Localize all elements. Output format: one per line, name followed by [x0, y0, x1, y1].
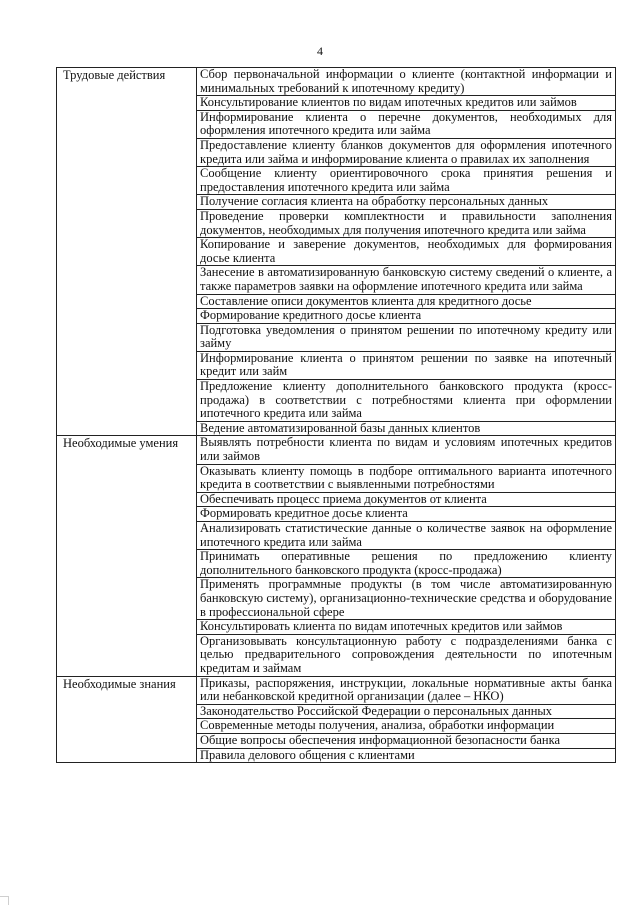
section-title: Необходимые знания — [57, 676, 197, 763]
section-item: Копирование и заверение документов, необходимых для формирования досье клиента — [197, 238, 616, 266]
section-item: Составление описи документов клиента для кредитного досье — [197, 294, 616, 309]
section-item: Информирование клиента о принятом решении по заявке на ипотечный кредит или займ — [197, 351, 616, 379]
section-title: Необходимые умения — [57, 436, 197, 676]
section-item: Организовывать консультационную работу с подразделениями банка с целью предварительного сопровождения деятельности по ипотечным кредитам и займам — [197, 634, 616, 676]
scan-corner-mark — [0, 896, 9, 905]
section-item: Подготовка уведомления о принятом решении по ипотечному кредиту или займу — [197, 323, 616, 351]
section-item: Оказывать клиенту помощь в подборе оптимального варианта ипотечного кредита в соответствии с выявленными потребностями — [197, 464, 616, 492]
section-item: Анализировать статистические данные о количестве заявок на оформление ипотечного кредита или займа — [197, 522, 616, 550]
section-item: Применять программные продукты (в том числе автоматизированную банковскую систему), организационно-технические средства и оборудование в профессиональной сфере — [197, 578, 616, 620]
section-item: Получение согласия клиента на обработку персональных данных — [197, 195, 616, 210]
section-item: Консультировать клиента по видам ипотечных кредитов или займов — [197, 620, 616, 635]
section-item: Обеспечивать процесс приема документов от клиента — [197, 492, 616, 507]
section-item: Ведение автоматизированной базы данных клиентов — [197, 421, 616, 436]
section-item: Консультирование клиентов по видам ипотечных кредитов или займов — [197, 96, 616, 111]
page-number: 4 — [317, 44, 323, 58]
section-item: Формирование кредитного досье клиента — [197, 309, 616, 324]
section-item: Выявлять потребности клиента по видам и условиям ипотечных кредитов или займов — [197, 436, 616, 464]
section-item: Формировать кредитное досье клиента — [197, 507, 616, 522]
section-item: Общие вопросы обеспечения информационной безопасности банка — [197, 733, 616, 748]
table-row — [57, 436, 616, 464]
section-item: Сбор первоначальной информации о клиенте (контактной информации и минимальных требований к ипотечному кредиту) — [197, 68, 616, 96]
table-body — [57, 68, 616, 763]
section-item: Правила делового общения с клиентами — [197, 748, 616, 763]
section-item: Предоставление клиенту бланков документов для оформления ипотечного кредита или займа и информирование клиента о правилах их заполнения — [197, 138, 616, 166]
section-item: Законодательство Российской Федерации о персональных данных — [197, 704, 616, 719]
section-item: Проведение проверки комплектности и правильности заполнения документов, необходимых для получения ипотечного кредита или займа — [197, 209, 616, 237]
section-item: Предложение клиенту дополнительного банковского продукта (кросс-продажа) в соответствии с потребностями клиента при оформлении ипотечного кредита или займа — [197, 380, 616, 422]
section-item: Сообщение клиенту ориентировочного срока принятия решения и предоставления ипотечного кредита или займа — [197, 167, 616, 195]
labor-functions-table — [56, 67, 616, 763]
section-item: Занесение в автоматизированную банковскую систему сведений о клиенте, а также параметров заявки на оформление ипотечного кредита или займа — [197, 266, 616, 294]
section-item: Информирование клиента о перечне документов, необходимых для оформления ипотечного кредита или займа — [197, 110, 616, 138]
table-row — [57, 676, 616, 704]
section-item: Приказы, распоряжения, инструкции, локальные нормативные акты банка или небанковской кредитной организации (далее – НКО) — [197, 676, 616, 704]
table-row — [57, 68, 616, 96]
section-title: Трудовые действия — [57, 68, 197, 436]
section-item: Принимать оперативные решения по предложению клиенту дополнительного банковского продукта (кросс-продажа) — [197, 550, 616, 578]
section-item: Современные методы получения, анализа, обработки информации — [197, 719, 616, 734]
